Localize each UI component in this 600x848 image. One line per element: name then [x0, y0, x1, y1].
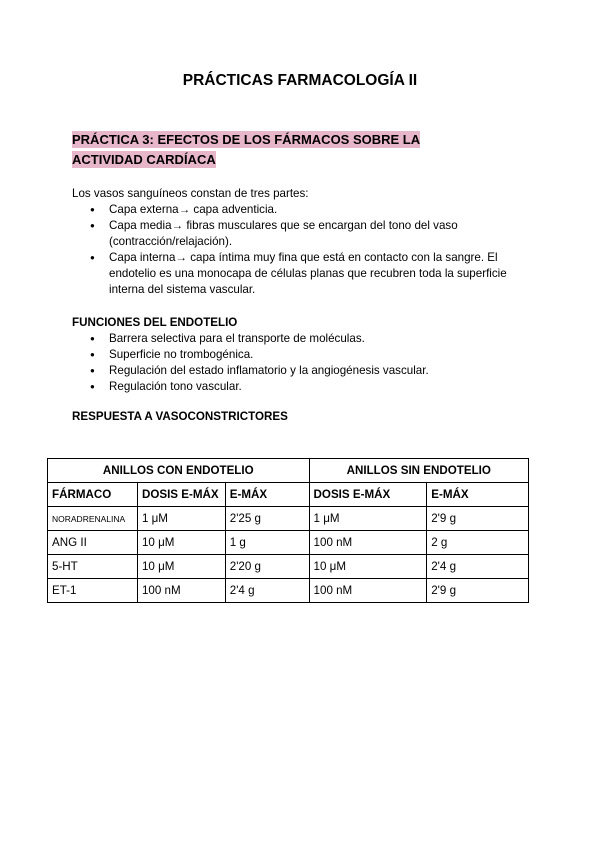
list-item: ● Superficie no trombogénica.	[0, 347, 519, 363]
column-header: E-MÁX	[225, 483, 309, 507]
table-cell: 2 g	[427, 531, 529, 555]
page-title: PRÁCTICAS FARMACOLOGÍA II	[182, 72, 418, 89]
list-item: ● Capa externa→ capa adventicia.	[0, 202, 519, 218]
table-cell: 100 nM	[309, 531, 427, 555]
list-item: ● Regulación tono vascular.	[0, 379, 519, 395]
table-group-header-row	[48, 459, 529, 483]
table-cell: 100 nM	[137, 579, 225, 603]
list-item: ● Barrera selectiva para el transporte de moléculas.	[0, 331, 519, 347]
list-item: ● Capa interna→ capa íntima muy fina que está en contacto con la sangre. El endotelio es una monocapa de células planas que recubren toda la superficie interna del sistema vascular.	[0, 250, 519, 298]
table-cell: 2'4 g	[427, 555, 529, 579]
endothelium-functions-list	[0, 331, 519, 395]
vasoconstrictor-table	[47, 458, 529, 603]
table-cell: 1 μM	[309, 507, 427, 531]
column-header: E-MÁX	[427, 483, 529, 507]
section-heading-line-2: ACTIVIDAD CARDÍACA	[72, 152, 216, 167]
table-cell: 1 g	[225, 531, 309, 555]
intro-text: Los vasos sanguíneos constan de tres partes:	[72, 187, 309, 200]
functions-heading: FUNCIONES DEL ENDOTELIO	[72, 316, 238, 329]
section-heading	[72, 130, 452, 170]
table-row	[48, 531, 529, 555]
table-row	[48, 555, 529, 579]
table-header-row	[48, 483, 529, 507]
table-cell: 10 μM	[137, 531, 225, 555]
table-cell: 2'20 g	[225, 555, 309, 579]
table-cell: NORADRENALINA	[48, 507, 138, 531]
table-cell: 100 nM	[309, 579, 427, 603]
table-cell: 10 μM	[137, 555, 225, 579]
column-header: DOSIS E-MÁX	[137, 483, 225, 507]
table-cell: 2'4 g	[225, 579, 309, 603]
column-header: FÁRMACO	[48, 483, 138, 507]
table-cell: 1 μM	[137, 507, 225, 531]
table-cell: ET-1	[48, 579, 138, 603]
list-item: ● Capa media→ fibras musculares que se encargan del tono del vaso (contracción/relajación).	[0, 218, 519, 250]
table-cell: 2'25 g	[225, 507, 309, 531]
column-header: DOSIS E-MÁX	[309, 483, 427, 507]
table-row	[48, 507, 529, 531]
group-header-without-endothelium: ANILLOS SIN ENDOTELIO	[309, 459, 528, 483]
section-heading-line-1: PRÁCTICA 3: EFECTOS DE LOS FÁRMACOS SOBRE LA	[72, 132, 421, 147]
list-item: ● Regulación del estado inflamatorio y la angiogénesis vascular.	[0, 363, 519, 379]
table-cell: 2'9 g	[427, 579, 529, 603]
table-cell: ANG II	[48, 531, 138, 555]
table-row	[48, 579, 529, 603]
table-cell: 10 μM	[309, 555, 427, 579]
group-header-with-endothelium: ANILLOS CON ENDOTELIO	[48, 459, 310, 483]
vessel-layers-list	[0, 202, 519, 298]
response-heading: RESPUESTA A VASOCONSTRICTORES	[72, 410, 288, 423]
table-cell: 5-HT	[48, 555, 138, 579]
table-cell: 2'9 g	[427, 507, 529, 531]
